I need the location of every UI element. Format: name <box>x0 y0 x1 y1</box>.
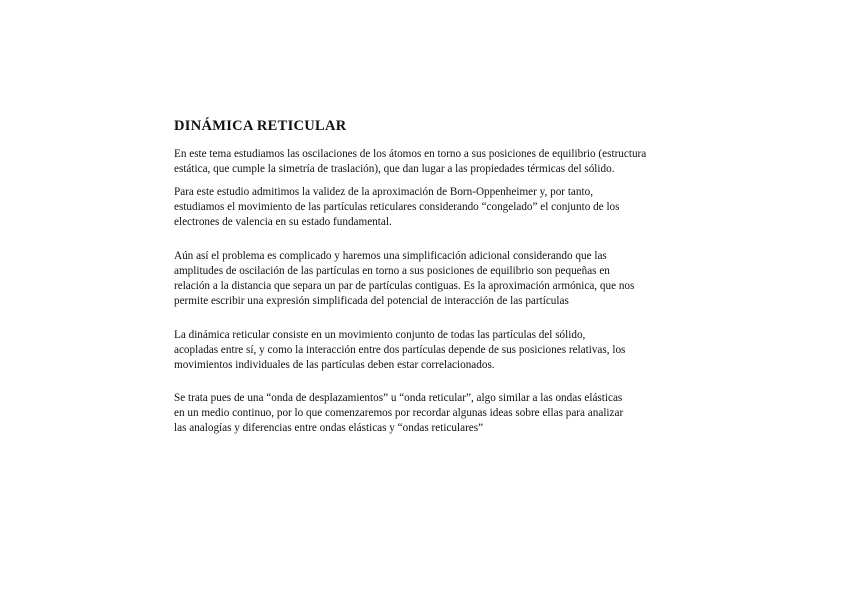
paragraph-lattice-wave <box>174 391 714 436</box>
paragraph-line: La dinámica reticular consiste en un movimiento conjunto de todas las partículas del sólido, <box>174 329 586 341</box>
paragraph-line: Se trata pues de una “onda de desplazamientos” u “onda reticular”, algo similar a las ondas elásticas <box>174 392 623 404</box>
paragraph-born-oppenheimer <box>174 185 714 230</box>
paragraph-line: En este tema estudiamos las oscilaciones de los átomos en torno a sus posiciones de equilibrio (estructura <box>174 148 647 160</box>
paragraph-line: Aún así el problema es complicado y haremos una simplificación adicional considerando que las <box>174 250 607 262</box>
paragraph-line: amplitudes de oscilación de las partículas en torno a sus posiciones de equilibrio son pequeñas en <box>174 265 610 277</box>
paragraph-line: electrones de valencia en su estado fundamental. <box>174 216 392 228</box>
paragraph-line: Para este estudio admitimos la validez de la aproximación de Born-Oppenheimer y, por tanto, <box>174 186 593 198</box>
paragraph-line: estudiamos el movimiento de las partículas reticulares considerando “congelado” el conjunto de los <box>174 201 620 213</box>
paragraph-line: relación a la distancia que separa un par de partículas contiguas. Es la aproximación armónica, que nos <box>174 280 635 292</box>
document-title: DINÁMICA RETICULAR <box>174 118 347 134</box>
paragraph-line: permite escribir una expresión simplificada del potencial de interacción de las partículas <box>174 295 569 307</box>
paragraph-line: movimientos individuales de las partículas deben estar correlacionados. <box>174 359 495 371</box>
paragraph-line: estática, que cumple la simetría de traslación), que dan lugar a las propiedades térmicas del sólido. <box>174 163 615 175</box>
paragraph-line: las analogías y diferencias entre ondas elásticas y “ondas reticulares” <box>174 422 484 434</box>
paragraph-lattice-dynamics <box>174 328 714 373</box>
paragraph-line: en un medio continuo, por lo que comenzaremos por recordar algunas ideas sobre ellas para analizar <box>174 407 624 419</box>
paragraph-line: acopladas entre sí, y como la interacción entre dos partículas depende de sus posiciones relativas, los <box>174 344 626 356</box>
paragraph-harmonic-approximation <box>174 249 714 309</box>
paragraph-intro <box>174 147 714 177</box>
document-content <box>174 117 714 436</box>
